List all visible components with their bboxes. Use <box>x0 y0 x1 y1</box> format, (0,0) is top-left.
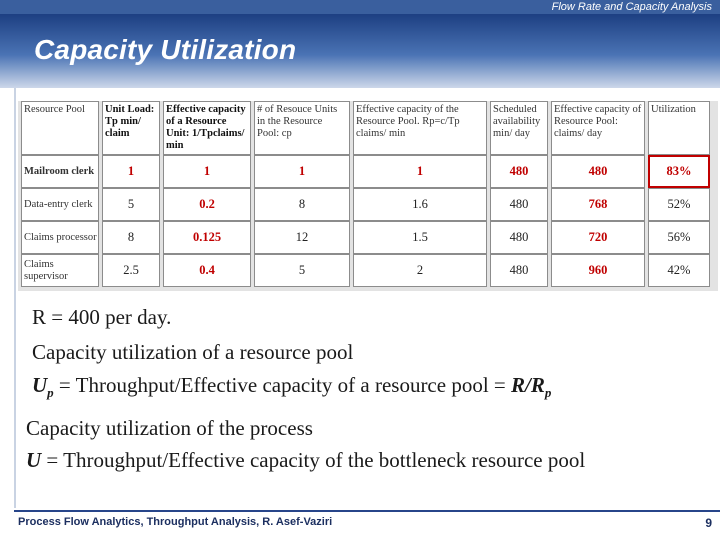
pool-utilization-heading: Capacity utilization of a resource pool <box>32 340 354 364</box>
cell-units: 1 <box>254 155 350 188</box>
cell-units: 8 <box>254 188 350 221</box>
cell-pool: Data-entry clerk <box>21 188 99 221</box>
formula-u: U <box>32 373 48 397</box>
formula-r: R/R <box>511 373 545 397</box>
col-header-resource-pool: Resource Pool <box>21 101 99 155</box>
top-bar <box>0 0 720 14</box>
table-row <box>21 254 710 287</box>
process-utilization-formula <box>26 448 585 473</box>
cell-availability: 480 <box>490 188 548 221</box>
cell-utilization: 42% <box>648 254 710 287</box>
cell-unit-load: 8 <box>102 221 160 254</box>
cell-unit-capacity: 0.4 <box>163 254 251 287</box>
capacity-table <box>18 101 713 287</box>
cell-unit-capacity: 0.125 <box>163 221 251 254</box>
course-title: Flow Rate and Capacity Analysis <box>551 1 712 13</box>
cell-pool-capacity: 1 <box>353 155 487 188</box>
throughput-line: R = 400 per day. <box>32 305 172 329</box>
cell-units: 12 <box>254 221 350 254</box>
cell-pool: Mailroom clerk <box>21 155 99 188</box>
cell-unit-load: 1 <box>102 155 160 188</box>
cell-utilization-bottleneck: 83% <box>648 155 710 188</box>
col-header-capacity-day: Effective capacity of Resource Pool: claims/ day <box>551 101 645 155</box>
footer-rule <box>14 510 720 512</box>
cell-unit-capacity: 0.2 <box>163 188 251 221</box>
cell-capacity-day: 480 <box>551 155 645 188</box>
cell-availability: 480 <box>490 254 548 287</box>
cell-units: 5 <box>254 254 350 287</box>
cell-capacity-day: 720 <box>551 221 645 254</box>
page-number: 9 <box>705 516 712 530</box>
cell-unit-load: 5 <box>102 188 160 221</box>
capacity-table-wrap <box>18 101 718 291</box>
formula-process-text: = Throughput/Effective capacity of the bottleneck resource pool <box>41 448 586 472</box>
col-header-unit-load: Unit Load: Tp min/ claim <box>102 101 160 155</box>
formula-r-sub: p <box>544 385 552 401</box>
col-header-availability: Scheduled availability min/ day <box>490 101 548 155</box>
col-header-unit-capacity: Effective capacity of a Resource Unit: 1/Tpclaims/ min <box>163 101 251 155</box>
table-row <box>21 155 710 188</box>
title-band <box>0 14 720 88</box>
table-header-row <box>21 101 710 155</box>
col-header-utilization: Utilization <box>648 101 710 155</box>
cell-unit-load: 2.5 <box>102 254 160 287</box>
left-rule <box>14 88 16 508</box>
cell-pool-capacity: 1.6 <box>353 188 487 221</box>
table-row <box>21 221 710 254</box>
cell-availability: 480 <box>490 155 548 188</box>
cell-pool-capacity: 2 <box>353 254 487 287</box>
cell-pool: Claims processor <box>21 221 99 254</box>
slide-title: Capacity Utilization <box>34 34 297 65</box>
footer-citation: Process Flow Analytics, Throughput Analysis, R. Asef-Vaziri <box>18 516 333 528</box>
cell-utilization: 52% <box>648 188 710 221</box>
formula-text: = Throughput/Effective capacity of a resource pool = <box>53 373 512 397</box>
cell-pool: Claims supervisor <box>21 254 99 287</box>
cell-capacity-day: 768 <box>551 188 645 221</box>
cell-unit-capacity: 1 <box>163 155 251 188</box>
table-row <box>21 188 710 221</box>
formula-process-u: U <box>26 448 42 472</box>
cell-pool-capacity: 1.5 <box>353 221 487 254</box>
col-header-pool-capacity: Effective capacity of the Resource Pool. Rp=c/Tp claims/ min <box>353 101 487 155</box>
cell-capacity-day: 960 <box>551 254 645 287</box>
process-utilization-heading: Capacity utilization of the process <box>26 416 313 440</box>
cell-utilization: 56% <box>648 221 710 254</box>
col-header-units: # of Resouce Units in the Resource Pool: cp <box>254 101 350 155</box>
formula-u-sub: p <box>47 385 54 401</box>
cell-availability: 480 <box>490 221 548 254</box>
pool-utilization-formula <box>32 373 551 401</box>
